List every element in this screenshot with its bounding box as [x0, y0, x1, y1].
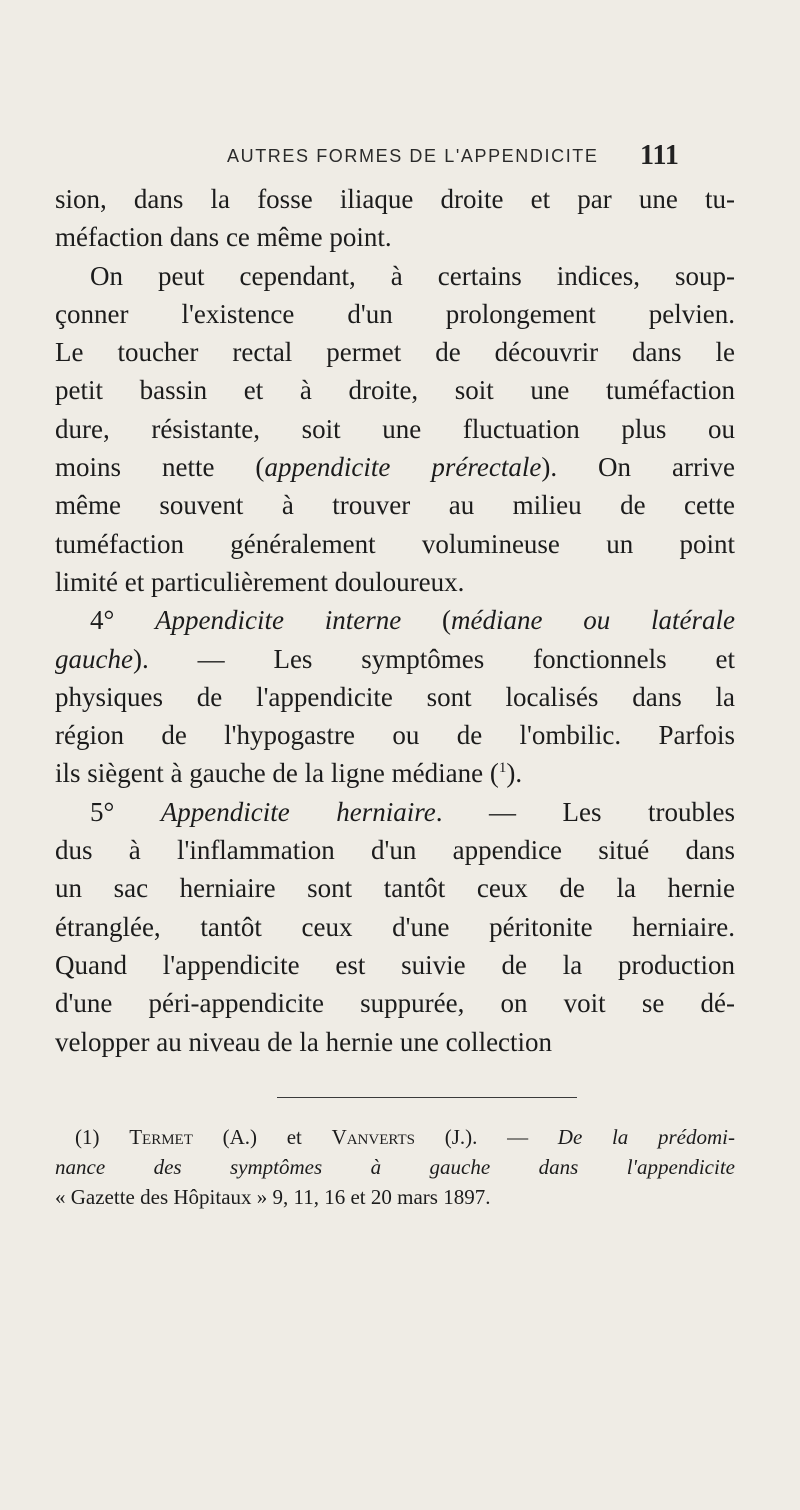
footnote-title: De la prédomi-: [557, 1125, 735, 1149]
footnote-marker: (1): [75, 1125, 100, 1149]
footnote-line: [55, 1122, 735, 1152]
text-line: çonner l'existence d'un prolongement pelvien.: [55, 298, 735, 329]
text-line: dure, résistante, soit une fluctuation plus ou: [55, 413, 735, 444]
text-line: [55, 754, 735, 792]
footnote-line: « Gazette des Hôpitaux » 9, 11, 16 et 20 mars 1897.: [55, 1185, 491, 1209]
text-line: limité et particulièrement douloureux.: [55, 566, 465, 597]
text-line: [55, 640, 735, 678]
text-line: velopper au niveau de la hernie une collection: [55, 1026, 553, 1057]
footnote-ref: 1: [498, 760, 507, 777]
text-run: 4°: [90, 605, 156, 636]
text-line: méfaction dans ce même point.: [55, 222, 392, 253]
footnote-divider: [277, 1097, 577, 1098]
text-line: Quand l'appendicite est suivie de la production: [55, 949, 735, 980]
text-line: On peut cependant, à certains indices, soup-: [90, 260, 735, 291]
text-line: région de l'hypogastre ou de l'ombilic. Parfois: [55, 720, 735, 751]
text-run: . — Les troubles: [435, 796, 735, 827]
emphasis-gauche: gauche: [55, 643, 133, 674]
emphasis-mediane-laterale: médiane ou latérale: [451, 605, 735, 636]
text-line: tuméfaction généralement volumineuse un point: [55, 528, 735, 559]
text-line: d'une péri-appendicite suppurée, on voit se dé-: [55, 988, 735, 1019]
text-line: physiques de l'appendicite sont localisés dans la: [55, 681, 735, 712]
text-line: petit bassin et à droite, soit une tuméfaction: [55, 375, 735, 406]
section-heading-4: [55, 601, 735, 639]
text-line: sion, dans la fosse iliaque droite et par une tu-: [55, 184, 735, 214]
text-line: Le toucher rectal permet de découvrir dans le: [55, 337, 735, 368]
text-line: [55, 448, 735, 486]
text-line: dus à l'inflammation d'un appendice situé dans: [55, 835, 735, 866]
emphasis-appendicite-prerectale: appendicite prérectale: [264, 452, 542, 483]
running-title: AUTRES FORMES DE L'APPENDICITE: [227, 146, 599, 166]
body-text: [55, 180, 735, 1061]
footnote-author: Vanverts: [331, 1125, 415, 1149]
footnote-line: nance des symptômes à gauche dans l'appendicite: [55, 1155, 735, 1179]
text-line: étranglée, tantôt ceux d'une péritonite herniaire.: [55, 911, 735, 942]
heading-appendicite-herniaire: Appendicite herniaire: [160, 796, 436, 827]
section-heading-5: [55, 793, 735, 831]
running-head: [0, 140, 800, 176]
text-run: ). — Les symptômes fonctionnels et: [132, 643, 735, 674]
text-run: moins nette (: [55, 452, 265, 483]
text-line: un sac herniaire sont tantôt ceux de la hernie: [55, 873, 735, 904]
footnotes: [55, 1122, 735, 1212]
text-run: ). On arrive: [541, 452, 735, 483]
text-run: ).: [506, 758, 523, 789]
text-run: ils siègent à gauche de la ligne médiane (: [55, 758, 499, 789]
text-run: (J.). —: [415, 1125, 558, 1149]
heading-appendicite-interne: Appendicite interne: [155, 605, 402, 636]
text-line: même souvent à trouver au milieu de cette: [55, 490, 735, 521]
page-number: 111: [640, 140, 679, 171]
text-run: (A.) et: [192, 1125, 332, 1149]
text-run: (: [401, 605, 452, 636]
footnote-author: Termet: [129, 1125, 193, 1149]
text-run: 5°: [90, 796, 161, 827]
